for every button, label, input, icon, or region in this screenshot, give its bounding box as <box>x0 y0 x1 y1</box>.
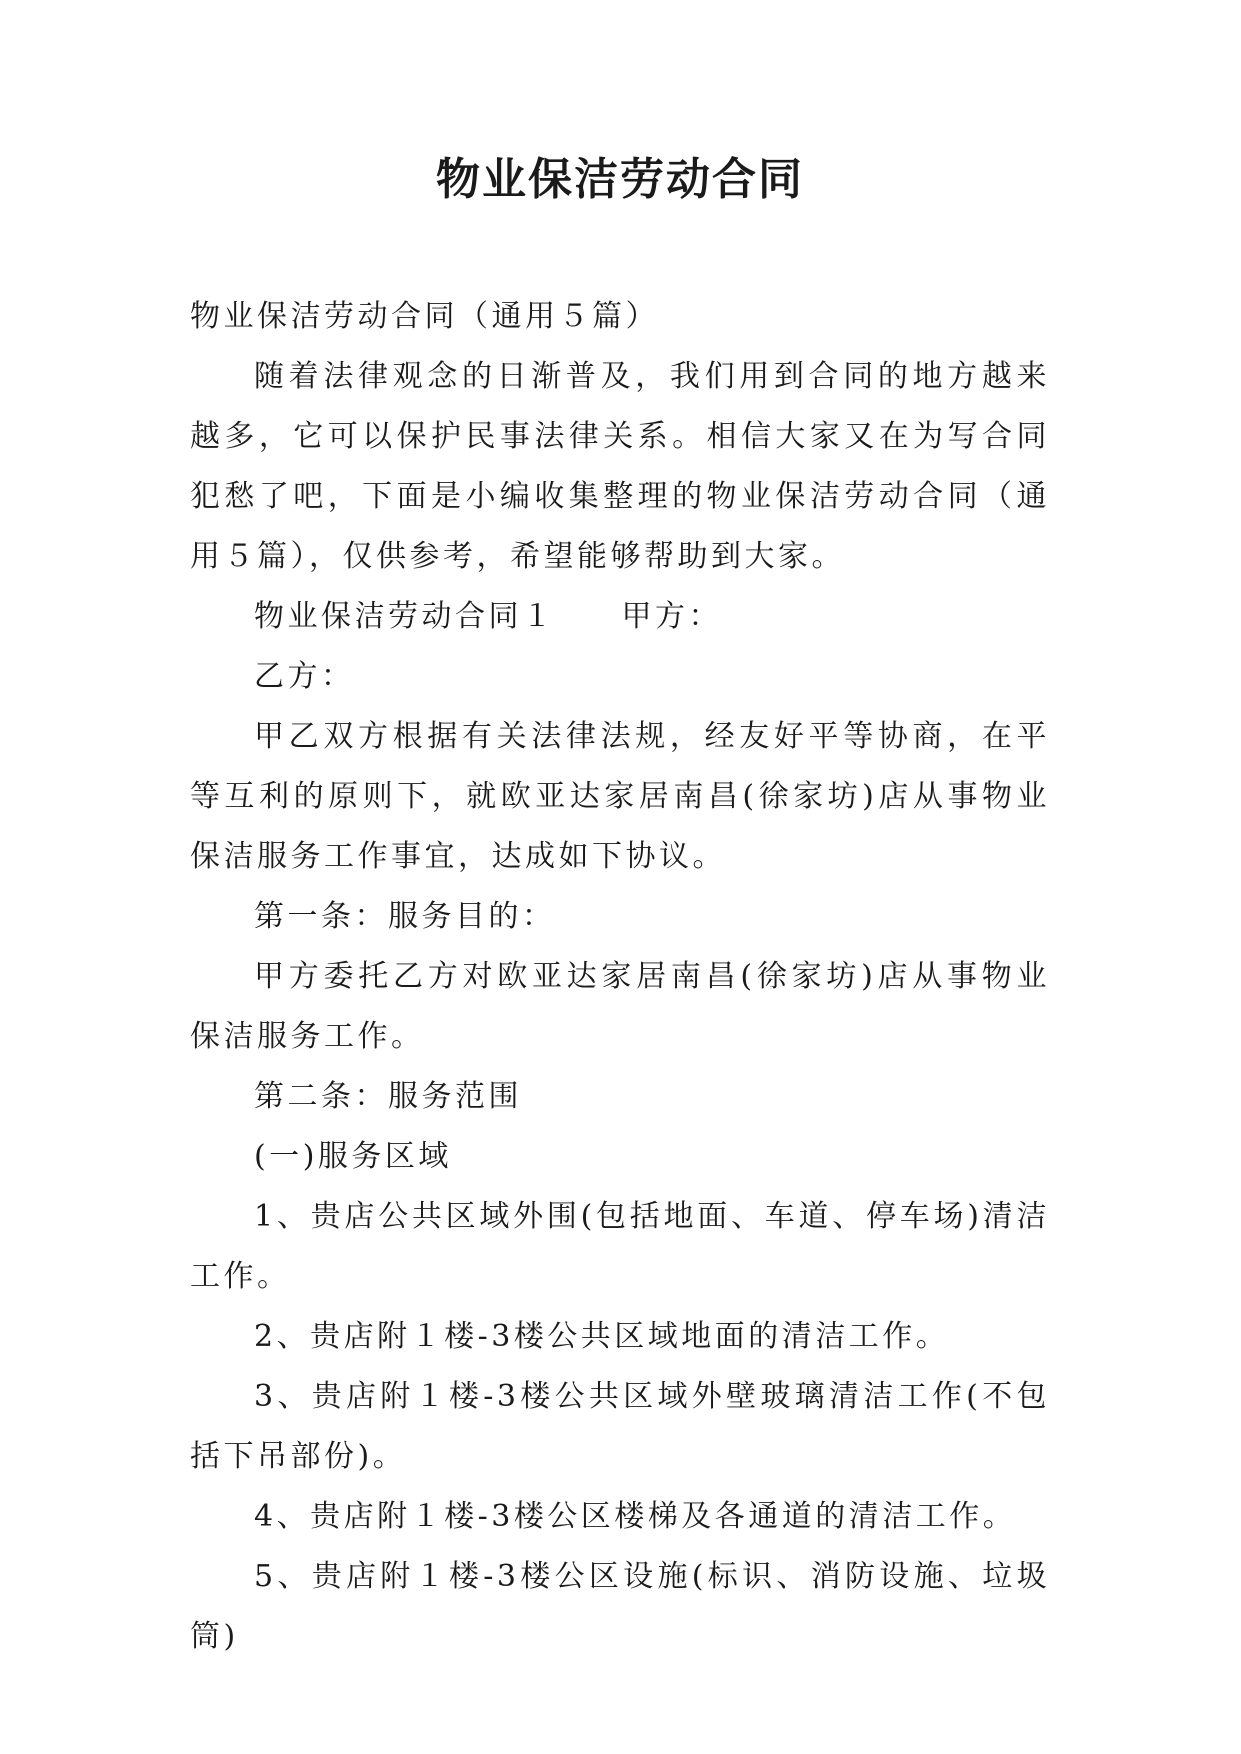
party-a-label: 甲方： <box>621 599 722 634</box>
contract-1-heading: 物业保洁劳动合同１ <box>254 599 556 634</box>
list-item: 2、贵店附１楼-3楼公共区域地面的清洁工作。 <box>254 1319 950 1354</box>
list-item: 4、贵店附１楼-3楼公区楼梯及各通道的清洁工作。 <box>254 1499 1017 1534</box>
list-item: 5、贵店附１楼-3楼公区设施(标识、消防设施、垃圾筒) <box>190 1559 1050 1654</box>
intro-paragraph: 随着法律观念的日渐普及，我们用到合同的地方越来越多，它可以保护民事法律关系。相信大家又在为写合同犯愁了吧，下面是小编收集整理的物业保洁劳动合同（通用５篇），仅供参考，希望能够帮助到大家。 <box>190 359 1050 574</box>
contract-heading-line <box>190 587 1050 647</box>
article-1-title: 第一条：服务目的： <box>254 899 556 934</box>
document-subtitle: 物业保洁劳动合同（通用５篇） <box>190 299 659 334</box>
article-2-title: 第二条：服务范围 <box>254 1079 522 1114</box>
article-1-body: 甲方委托乙方对欧亚达家居南昌(徐家坊)店从事物业保洁服务工作。 <box>190 959 1050 1054</box>
party-b-label: 乙方： <box>254 659 355 694</box>
list-item: 1、贵店公共区域外围(包括地面、车道、停车场)清洁工作。 <box>190 1199 1050 1294</box>
agreement-paragraph: 甲乙双方根据有关法律法规，经友好平等协商，在平等互利的原则下，就欧亚达家居南昌(徐家坊)店从事物业保洁服务工作事宜，达成如下协议。 <box>190 719 1050 874</box>
document-title: 物业保洁劳动合同 <box>436 154 804 205</box>
section-1-title: (一)服务区域 <box>254 1139 452 1174</box>
list-item: 3、贵店附１楼-3楼公共区域外壁玻璃清洁工作(不包括下吊部份)。 <box>190 1379 1050 1474</box>
document-body <box>190 287 1050 1667</box>
